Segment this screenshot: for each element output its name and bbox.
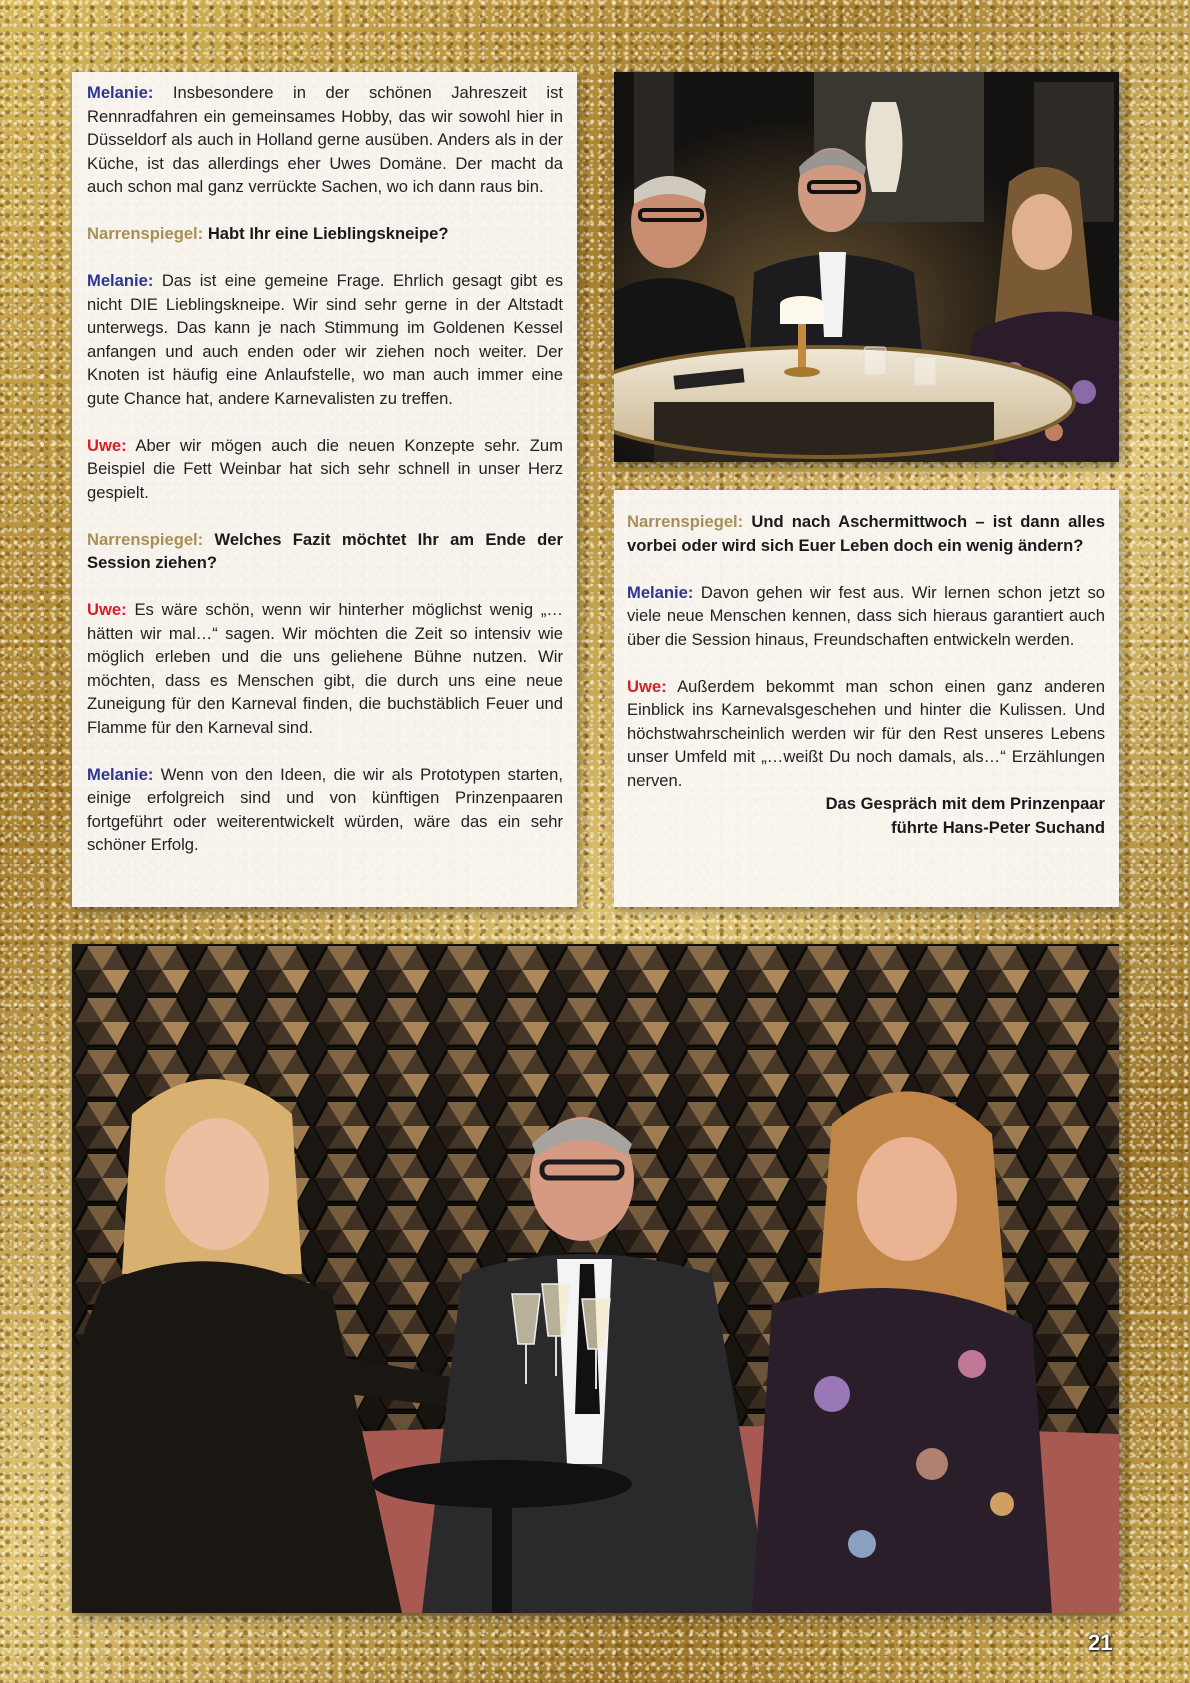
toast-photo (72, 944, 1119, 1613)
paragraph-text: Davon gehen wir fest aus. Wir lernen schon jetzt so viele neue Menschen kennen, dass sich hieraus garantiert auch über die Session hinaus, Freundschaften entwickeln werden. (627, 582, 1105, 649)
paragraph (627, 675, 1105, 793)
question (627, 510, 1105, 557)
speaker-narrenspiegel: Narrenspiegel: (87, 224, 204, 243)
paragraph (87, 598, 563, 739)
question (87, 528, 563, 575)
signature-line-1: Das Gespräch mit dem Prinzenpaar (825, 794, 1105, 813)
paragraph (87, 81, 563, 199)
question-text: Habt Ihr eine Lieblingskneipe? (207, 224, 449, 243)
signature-line-2: führte Hans-Peter Suchand (891, 817, 1105, 837)
paragraph (627, 581, 1105, 652)
speaker-melanie: Melanie: (87, 83, 154, 102)
paragraph (87, 763, 563, 857)
interview-photo (614, 72, 1119, 462)
speaker-narrenspiegel: Narrenspiegel: (627, 512, 744, 531)
paragraph-text: Das ist eine gemeine Frage. Ehrlich gesagt gibt es nicht DIE Lieblingskneipe. Wir sind sehr gerne in der Altstadt unterwegs. Das kann je nach Stimmung im Goldenen Kessel anfangen und auch enden oder wir ziehen noch weiter. Der Knoten ist häufig eine Anlaufstelle, wo man auch immer eine gute Chance hat, andere Karnevalisten zu treffen. (87, 271, 563, 408)
interview-photo-image (614, 72, 1119, 462)
speaker-melanie: Melanie: (627, 582, 694, 602)
left-text-column (72, 72, 577, 907)
paragraph-text: Außerdem bekommt man schon einen ganz anderen Einblick ins Karnevalsgeschehen und hinter die Kulissen. Und höchstwahrscheinlich werden wir für den Rest unseres Lebens unser Umfeld mit „…weißt Du noch damals, als…“ Erzählungen nerven. (627, 676, 1105, 790)
speaker-melanie: Melanie: (87, 764, 154, 784)
paragraph (87, 434, 563, 505)
question-text: Welches Fazit möchtet Ihr am Ende der Session ziehen? (87, 529, 563, 572)
paragraph-text: Insbesondere in der schönen Jahreszeit ist Rennradfahren ein gemeinsames Hobby, das wir sowohl hier in Düsseldorf als auch in Holland gerne ausüben. Anders als in der Küche, ist das allerdings eher Uwes Domäne. Der macht da auch schon mal ganz verrückte Sachen, wo ich dann raus bin. (87, 83, 563, 196)
paragraph-text: Es wäre schön, wenn wir hinterher möglichst wenig „…hätten wir mal…“ sagen. Wir möchten die Zeit so intensiv wie möglich erleben und die uns geliehene Bühne nutzen. Wir möchten, dass es Menschen gibt, die durch uns eine neue Zuneigung für den Karneval finden, die buchstäblich Feuer und Flamme für den Karneval sind. (87, 600, 563, 737)
speaker-uwe: Uwe: (87, 600, 127, 619)
paragraph-text: Aber wir mögen auch die neuen Konzepte sehr. Zum Beispiel die Fett Weinbar hat sich sehr schnell in unser Herz gespielt. (87, 435, 563, 502)
question-text: Und nach Aschermittwoch – ist dann alles vorbei oder wird sich Euer Leben doch ein wenig ändern? (627, 512, 1105, 555)
page-number: 21 (1088, 1630, 1113, 1655)
toast-photo-image (72, 944, 1119, 1613)
speaker-melanie: Melanie: (87, 271, 154, 290)
question (87, 222, 563, 246)
paragraph (87, 269, 563, 410)
right-text-column (614, 490, 1119, 907)
paragraph-text: Wenn von den Ideen, die wir als Prototypen starten, einige erfolgreich sind und von künftigen Prinzenpaaren fortgeführt oder weiterentwickelt würden, wäre das ein sehr schöner Erfolg. (87, 764, 563, 854)
speaker-narrenspiegel: Narrenspiegel: (87, 529, 204, 549)
speaker-uwe: Uwe: (627, 676, 667, 696)
speaker-uwe: Uwe: (87, 435, 127, 455)
